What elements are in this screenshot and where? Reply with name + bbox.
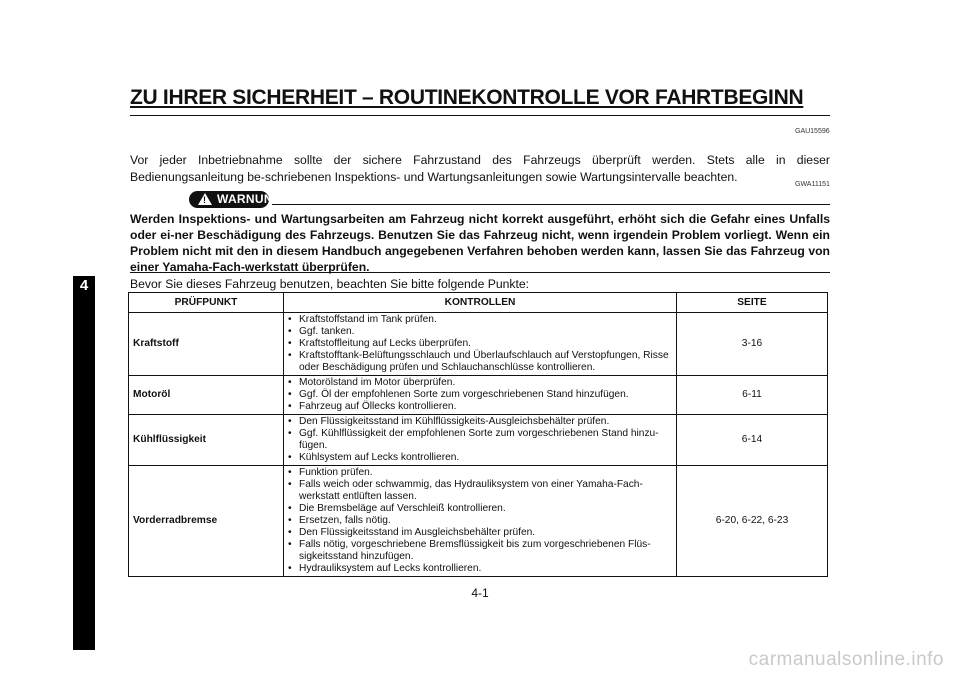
row-item: Kraftstoff <box>129 313 284 376</box>
title-rule <box>130 115 830 116</box>
header-checkpoint: PRÜFPUNKT <box>129 293 284 313</box>
page-number: 4-1 <box>471 586 489 600</box>
control-bullet: • Fahrzeug auf Öllecks kontrollieren. <box>288 401 672 413</box>
table-row <box>129 313 828 376</box>
control-bullet: • Funktion prüfen. <box>288 467 672 479</box>
control-bullet: • Kraftstoffleitung auf Lecks überprüfen. <box>288 338 672 350</box>
intro-paragraph: Vor jeder Inbetriebnahme sollte der sichere Fahrzustand des Fahrzeugs überprüft werden. Stets alle in dieser Bedienungsanleitung be-schriebenen Inspektions- und Wartungsanleitungen sowie Wartungsintervalle beachten. <box>130 153 830 184</box>
header-controls: KONTROLLEN <box>284 293 677 313</box>
control-bullet: • Kraftstofftank-Belüftungsschlauch und Überlaufschlauch auf Verstopfungen, Risse oder Beschädigung prüfen und Schlauchanschlüsse kontrollieren. <box>288 350 672 374</box>
warning-text: Werden Inspektions- und Wartungsarbeiten am Fahrzeug nicht korrekt ausgeführt, erhöht sich die Gefahr eines Unfalls oder ei-ner Beschädigung des Fahrzeugs. Benutzen Sie das Fahrzeug nicht, wenn irgendein Problem vorliegt. Wenn ein Problem nicht mit den in diesem Handbuch angegebenen Verfahren behoben werden kann, lassen Sie das Fahrzeug von einer Yamaha-Fach-werkstatt überprüfen. <box>130 212 830 274</box>
control-bullet: • Falls weich oder schwammig, das Hydrauliksystem von einer Yamaha-Fach-werkstatt entlüften lassen. <box>288 479 672 503</box>
warning-reference-code: GWA11151 <box>795 181 830 188</box>
control-bullet: • Ggf. tanken. <box>288 326 672 338</box>
control-bullet: • Ggf. Öl der empfohlenen Sorte zum vorgeschriebenen Stand hinzufügen. <box>288 389 672 401</box>
row-controls <box>284 466 677 577</box>
row-item: Motoröl <box>129 376 284 415</box>
control-bullet: • Den Flüssigkeitsstand im Ausgleichsbehälter prüfen. <box>288 527 672 539</box>
warning-triangle-icon <box>198 193 212 205</box>
warning-badge <box>189 191 283 208</box>
header-page: SEITE <box>677 293 828 313</box>
row-controls <box>284 376 677 415</box>
control-bullet: • Ersetzen, falls nötig. <box>288 515 672 527</box>
chapter-tab-number: 4 <box>79 277 89 294</box>
control-bullet: • Hydrauliksystem auf Lecks kontrollieren. <box>288 563 672 575</box>
row-controls <box>284 415 677 466</box>
row-controls <box>284 313 677 376</box>
check-table <box>128 292 828 577</box>
control-bullet: • Ggf. Kühlflüssigkeit der empfohlenen Sorte zum vorgeschriebenen Stand hinzu-fügen. <box>288 428 672 452</box>
row-item: Vorderradbremse <box>129 466 284 577</box>
control-bullet: • Den Flüssigkeitsstand im Kühlflüssigkeits-Ausgleichsbehälter prüfen. <box>288 416 672 428</box>
row-page: 6-11 <box>677 376 828 415</box>
table-row <box>129 376 828 415</box>
row-page: 6-20, 6-22, 6-23 <box>677 466 828 577</box>
warning-label: WARNUNG <box>217 192 283 206</box>
row-page: 3-16 <box>677 313 828 376</box>
watermark: carmanualsonline.info <box>748 649 944 670</box>
warning-bottom-rule <box>130 272 830 273</box>
row-page: 6-14 <box>677 415 828 466</box>
control-bullet: • Die Bremsbeläge auf Verschleiß kontrollieren. <box>288 503 672 515</box>
control-bullet: • Motorölstand im Motor überprüfen. <box>288 377 672 389</box>
table-header-row <box>129 293 828 313</box>
table-lead-text: Bevor Sie dieses Fahrzeug benutzen, beachten Sie bitte folgende Punkte: <box>130 277 530 291</box>
control-bullet: • Falls nötig, vorgeschriebene Bremsflüssigkeit bis zum vorgeschriebenen Flüs-sigkeitsstand hinzufügen. <box>288 539 672 563</box>
warning-rule <box>272 204 830 205</box>
table-row <box>129 466 828 577</box>
intro-reference-code: GAU15596 <box>795 128 830 135</box>
control-bullet: • Kühlsystem auf Lecks kontrollieren. <box>288 452 672 464</box>
control-bullet: • Kraftstoffstand im Tank prüfen. <box>288 314 672 326</box>
row-item: Kühlflüssigkeit <box>129 415 284 466</box>
page-title: ZU IHRER SICHERHEIT – ROUTINEKONTROLLE VOR FAHRTBEGINN <box>130 86 804 109</box>
table-row <box>129 415 828 466</box>
